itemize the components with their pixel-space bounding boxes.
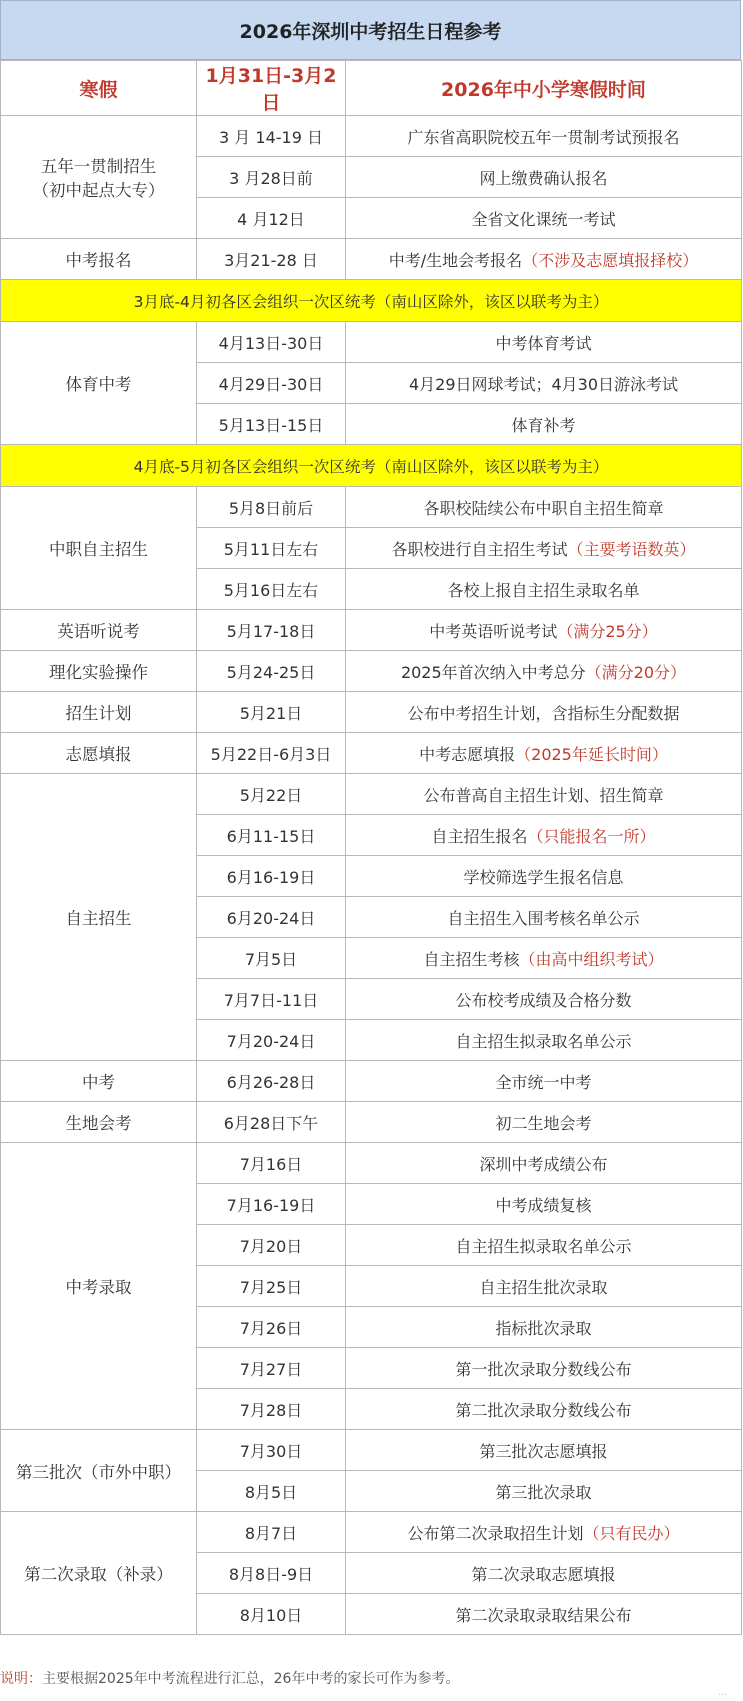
table-header-row <box>1 61 742 116</box>
event-cell <box>346 733 742 774</box>
date-cell: 7月30日 <box>197 1430 346 1471</box>
event-text: 中考志愿填报 <box>419 744 516 764</box>
event-text: 体育补考 <box>511 415 576 435</box>
event-text: 各校上报自主招生录取名单 <box>447 580 640 600</box>
event-text: 中考英语听说考试 <box>429 621 558 641</box>
banner-text: 3月底-4月初各区会组织一次区统考（南山区除外，该区以联考为主） <box>1 280 742 322</box>
date-cell: 7月26日 <box>197 1307 346 1348</box>
table-row <box>1 651 742 692</box>
category-cell: 英语听说考 <box>1 610 197 651</box>
event-cell <box>346 1020 742 1061</box>
event-text: 公布校考成绩及合格分数 <box>455 990 632 1010</box>
event-text: 公布第二次录取招生计划 <box>407 1523 584 1543</box>
date-cell: 7月7日-11日 <box>197 979 346 1020</box>
footer-prefix: 说明： <box>0 1671 42 1687</box>
event-cell <box>346 856 742 897</box>
event-text: 初二生地会考 <box>495 1113 592 1133</box>
category-cell: 中职自主招生 <box>1 487 197 610</box>
table-row <box>1 610 742 651</box>
event-text: 自主招生考核 <box>423 949 520 969</box>
event-cell <box>346 569 742 610</box>
banner-row <box>1 280 742 322</box>
category-cell: 中考录取 <box>1 1143 197 1430</box>
date-cell: 7月20-24日 <box>197 1020 346 1061</box>
date-cell: 7月27日 <box>197 1348 346 1389</box>
date-cell: 5月17-18日 <box>197 610 346 651</box>
table-row <box>1 1430 742 1471</box>
event-text: 中考体育考试 <box>495 333 592 353</box>
category-cell <box>1 116 197 239</box>
category-label-line1: 五年一贯制招生 <box>40 157 157 176</box>
table-row <box>1 1143 742 1184</box>
category-cell: 中考报名 <box>1 239 197 280</box>
event-cell <box>346 979 742 1020</box>
event-text: 公布普高自主招生计划、招生简章 <box>423 785 664 805</box>
category-cell: 志愿填报 <box>1 733 197 774</box>
event-cell <box>346 1225 742 1266</box>
schedule-body <box>1 61 742 1635</box>
event-text: 广东省高职院校五年一贯制考试预报名 <box>407 127 680 147</box>
event-text: 4月29日网球考试；4月30日游泳考试 <box>408 374 679 394</box>
event-text: 中考成绩复核 <box>495 1195 592 1215</box>
event-text: 各职校进行自主招生考试 <box>391 539 568 559</box>
table-row <box>1 692 742 733</box>
date-cell: 6月28日下午 <box>197 1102 346 1143</box>
date-cell: 7月28日 <box>197 1389 346 1430</box>
event-text: 各职校陆续公布中职自主招生简章 <box>423 498 664 518</box>
event-cell <box>346 1430 742 1471</box>
event-cell <box>346 610 742 651</box>
date-cell: 5月11日左右 <box>197 528 346 569</box>
event-text: 第二次录取志愿填报 <box>471 1564 616 1584</box>
event-text: 自主招生入围考核名单公示 <box>447 908 640 928</box>
event-note: （由高中组织考试） <box>519 949 664 969</box>
table-row <box>1 116 742 157</box>
table-row <box>1 1102 742 1143</box>
event-cell <box>346 692 742 733</box>
event-text: 深圳中考成绩公布 <box>479 1154 608 1174</box>
event-note: （不涉及志愿填报择校） <box>522 250 699 270</box>
event-cell <box>346 938 742 979</box>
event-cell <box>346 1143 742 1184</box>
date-cell: 4 月12日 <box>197 198 346 239</box>
header-col2: 1月31日-3月2日 <box>197 61 346 116</box>
table-row <box>1 733 742 774</box>
banner-row <box>1 445 742 487</box>
table-row <box>1 239 742 280</box>
date-cell: 5月8日前后 <box>197 487 346 528</box>
date-cell: 5月22日 <box>197 774 346 815</box>
date-cell: 8月8日-9日 <box>197 1553 346 1594</box>
event-text: 全市统一中考 <box>495 1072 592 1092</box>
event-cell <box>346 322 742 363</box>
banner-text: 4月底-5月初各区会组织一次区统考（南山区除外，该区以联考为主） <box>1 445 742 487</box>
date-cell: 6月26-28日 <box>197 1061 346 1102</box>
date-cell: 3月21-28 日 <box>197 239 346 280</box>
event-text: 指标批次录取 <box>495 1318 592 1338</box>
event-cell <box>346 1594 742 1635</box>
event-cell <box>346 1389 742 1430</box>
date-cell: 4月29日-30日 <box>197 363 346 404</box>
more-indicator-icon: ··· <box>718 1690 728 1701</box>
event-cell <box>346 363 742 404</box>
event-cell <box>346 1102 742 1143</box>
event-cell <box>346 239 742 280</box>
date-cell: 5月13日-15日 <box>197 404 346 445</box>
category-label-line2: （初中起点大专） <box>32 181 165 200</box>
event-note: （满分20分） <box>585 662 687 682</box>
event-cell <box>346 116 742 157</box>
date-cell: 7月5日 <box>197 938 346 979</box>
event-text: 2025年首次纳入中考总分 <box>400 662 586 682</box>
date-cell: 5月16日左右 <box>197 569 346 610</box>
event-text: 第二次录取录取结果公布 <box>455 1605 632 1625</box>
event-text: 中考/生地会考报名 <box>388 250 523 270</box>
event-text: 第一批次录取分数线公布 <box>455 1359 632 1379</box>
category-cell: 理化实验操作 <box>1 651 197 692</box>
event-text: 学校筛选学生报名信息 <box>463 867 624 887</box>
category-cell: 招生计划 <box>1 692 197 733</box>
table-row <box>1 322 742 363</box>
event-cell <box>346 1061 742 1102</box>
schedule-table <box>0 60 742 1635</box>
event-note: （主要考语数英） <box>567 539 696 559</box>
date-cell: 8月5日 <box>197 1471 346 1512</box>
event-cell <box>346 815 742 856</box>
event-text: 公布中考招生计划，含指标生分配数据 <box>407 703 680 723</box>
event-text: 自主招生拟录取名单公示 <box>455 1236 632 1256</box>
event-text: 自主招生拟录取名单公示 <box>455 1031 632 1051</box>
event-cell <box>346 487 742 528</box>
table-row <box>1 774 742 815</box>
header-col1: 寒假 <box>1 61 197 116</box>
footer-text: 主要根据2025年中考流程进行汇总，26年中考的家长可作为参考。 <box>42 1671 460 1687</box>
event-note: （满分25分） <box>557 621 658 641</box>
category-cell: 中考 <box>1 1061 197 1102</box>
event-text: 第三批次录取 <box>495 1482 592 1502</box>
category-cell: 生地会考 <box>1 1102 197 1143</box>
event-text: 全省文化课统一考试 <box>471 209 616 229</box>
event-text: 第三批次志愿填报 <box>479 1441 608 1461</box>
event-cell <box>346 404 742 445</box>
event-cell <box>346 157 742 198</box>
table-row <box>1 1061 742 1102</box>
header-col3: 2026年中小学寒假时间 <box>346 61 742 116</box>
category-cell: 第二次录取（补录） <box>1 1512 197 1635</box>
date-cell: 3 月28日前 <box>197 157 346 198</box>
event-cell <box>346 897 742 938</box>
event-cell <box>346 528 742 569</box>
event-note: （只有民办） <box>583 1523 680 1543</box>
date-cell: 3 月 14-19 日 <box>197 116 346 157</box>
category-cell: 自主招生 <box>1 774 197 1061</box>
event-cell <box>346 1553 742 1594</box>
date-cell: 8月7日 <box>197 1512 346 1553</box>
event-text: 网上缴费确认报名 <box>479 168 608 188</box>
event-text: 自主招生批次录取 <box>479 1277 608 1297</box>
date-cell: 5月21日 <box>197 692 346 733</box>
event-cell <box>346 198 742 239</box>
event-text: 自主招生报名 <box>431 826 528 846</box>
category-cell: 第三批次（市外中职） <box>1 1430 197 1512</box>
date-cell: 5月22日-6月3日 <box>197 733 346 774</box>
page-title: 2026年深圳中考招生日程参考 <box>0 0 741 60</box>
event-text: 第二批次录取分数线公布 <box>455 1400 632 1420</box>
event-cell <box>346 1184 742 1225</box>
event-cell <box>346 1512 742 1553</box>
event-cell <box>346 1266 742 1307</box>
footer-note <box>0 1668 459 1688</box>
event-cell <box>346 774 742 815</box>
date-cell: 7月16-19日 <box>197 1184 346 1225</box>
date-cell: 4月13日-30日 <box>197 322 346 363</box>
table-row <box>1 1512 742 1553</box>
date-cell: 5月24-25日 <box>197 651 346 692</box>
event-cell <box>346 1348 742 1389</box>
table-row <box>1 487 742 528</box>
date-cell: 8月10日 <box>197 1594 346 1635</box>
date-cell: 7月16日 <box>197 1143 346 1184</box>
date-cell: 6月16-19日 <box>197 856 346 897</box>
event-note: （2025年延长时间） <box>515 744 668 764</box>
event-cell <box>346 651 742 692</box>
event-cell <box>346 1471 742 1512</box>
event-cell <box>346 1307 742 1348</box>
date-cell: 6月20-24日 <box>197 897 346 938</box>
event-note: （只能报名一所） <box>527 826 656 846</box>
date-cell: 7月20日 <box>197 1225 346 1266</box>
category-cell: 体育中考 <box>1 322 197 445</box>
date-cell: 7月25日 <box>197 1266 346 1307</box>
date-cell: 6月11-15日 <box>197 815 346 856</box>
